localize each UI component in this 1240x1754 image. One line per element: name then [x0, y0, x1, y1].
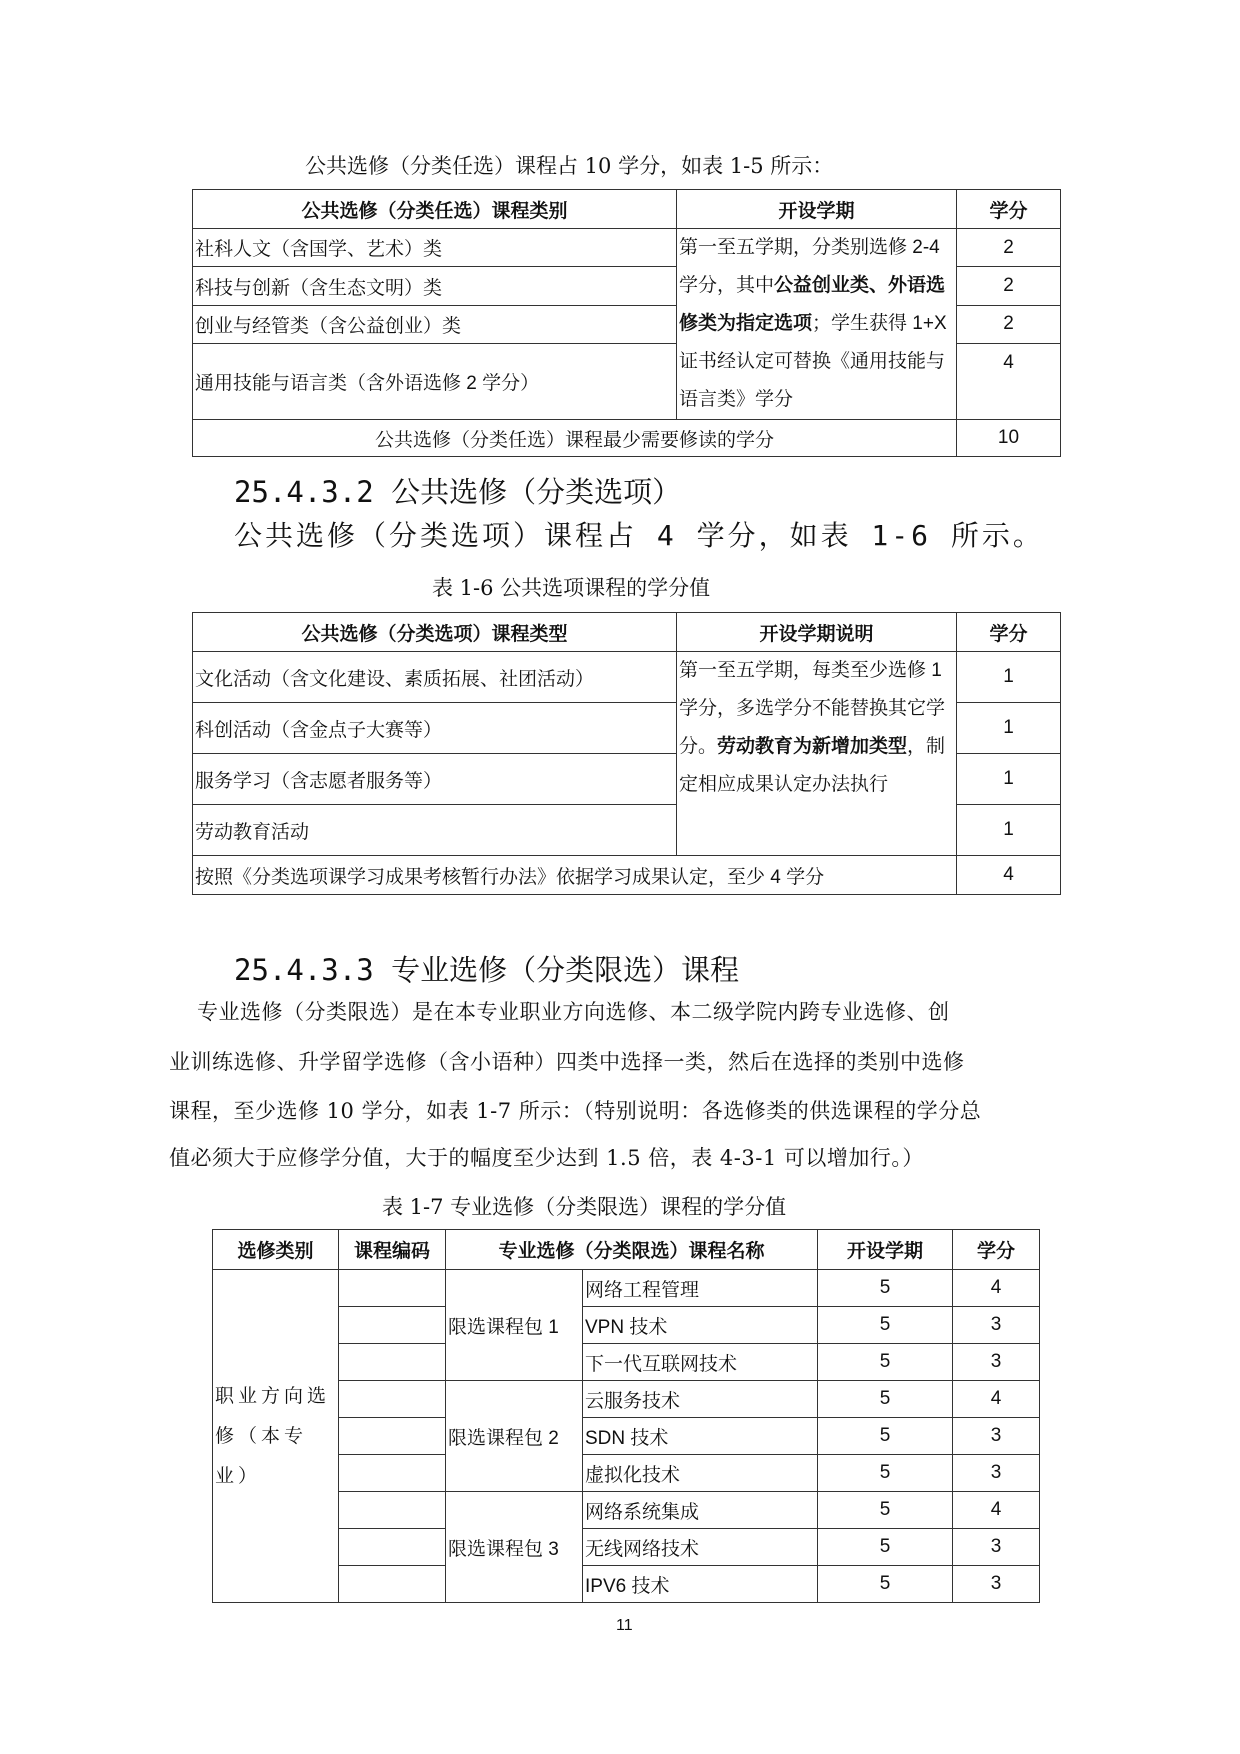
table-header: 开设学期	[677, 190, 957, 229]
credits-cell: 1	[957, 754, 1061, 805]
type-cell: 劳动教育活动	[193, 805, 677, 856]
code-cell	[339, 1455, 446, 1492]
credits-cell: 3	[953, 1455, 1040, 1492]
course-name: 虚拟化技术	[583, 1455, 818, 1492]
course-name: 网络系统集成	[583, 1492, 818, 1529]
type-cell: 服务学习（含志愿者服务等）	[193, 754, 677, 805]
semester-cell: 5	[818, 1492, 953, 1529]
semester-cell: 5	[818, 1344, 953, 1381]
total-credits: 10	[957, 420, 1061, 457]
credits-cell: 3	[953, 1566, 1040, 1603]
semester-cell: 5	[818, 1307, 953, 1344]
type-cell: 文化活动（含文化建设、素质拓展、社团活动）	[193, 652, 677, 703]
category-cell: 社科人文（含国学、艺术）类	[193, 229, 677, 267]
category-cell: 创业与经管类（含公益创业）类	[193, 305, 677, 343]
package-cell: 限选课程包 3	[446, 1492, 583, 1603]
credits-cell: 2	[957, 267, 1061, 305]
course-name: SDN 技术	[583, 1418, 818, 1455]
paragraph-line: 值必须大于应修学分值，大于的幅度至少达到 1.5 倍，表 4-3-1 可以增加行。）	[169, 1146, 924, 1170]
table-1-5	[192, 189, 1061, 457]
caption-table-1-6: 表 1-6 公共选项课程的学分值	[432, 576, 711, 600]
credits-cell: 3	[953, 1418, 1040, 1455]
table-header: 学分	[957, 190, 1061, 229]
code-cell	[339, 1418, 446, 1455]
table-header: 公共选修（分类任选）课程类别	[193, 190, 677, 229]
note-bold: 劳动教育为新增加类型	[717, 736, 908, 757]
credits-cell: 3	[953, 1307, 1040, 1344]
intro-table-1-6: 公共选修（分类选项）课程占 4 学分，如表 1-6 所示。	[234, 519, 1044, 552]
course-name: 无线网络技术	[583, 1529, 818, 1566]
course-name: 网络工程管理	[583, 1270, 818, 1307]
credits-cell: 4	[957, 344, 1061, 420]
note-text: ；学生获得 1+X 证书经认定可替换《通用技能与语言类》学分	[679, 313, 947, 410]
type-cell: 科创活动（含金点子大赛等）	[193, 703, 677, 754]
course-name: 云服务技术	[583, 1381, 818, 1418]
credits-cell: 1	[957, 703, 1061, 754]
caption-table-1-7: 表 1-7 专业选修（分类限选）课程的学分值	[382, 1195, 787, 1219]
semester-cell: 5	[818, 1529, 953, 1566]
code-cell	[339, 1344, 446, 1381]
code-cell	[339, 1492, 446, 1529]
semester-note	[677, 229, 957, 420]
total-label: 按照《分类选项课学习成果考核暂行办法》依据学习成果认定，至少 4 学分	[193, 856, 957, 895]
table-header: 选修类别	[213, 1230, 339, 1270]
credits-cell: 3	[953, 1529, 1040, 1566]
paragraph-line: 课程，至少选修 10 学分，如表 1-7 所示：（特别说明：各选修类的供选课程的学分总	[169, 1099, 982, 1123]
semester-cell: 5	[818, 1270, 953, 1307]
total-label: 公共选修（分类任选）课程最少需要修读的学分	[193, 420, 957, 457]
table-row	[213, 1270, 1040, 1307]
course-name: IPV6 技术	[583, 1566, 818, 1603]
table-row-total	[193, 420, 1061, 457]
category-cell: 通用技能与语言类（含外语选修 2 学分）	[193, 344, 677, 420]
credits-cell: 2	[957, 305, 1061, 343]
category-cell: 科技与创新（含生态文明）类	[193, 267, 677, 305]
course-name: 下一代互联网技术	[583, 1344, 818, 1381]
table-header: 课程编码	[339, 1230, 446, 1270]
table-header: 开设学期	[818, 1230, 953, 1270]
note-text: ，制定相应成果认定办法执行	[679, 736, 946, 795]
code-cell	[339, 1529, 446, 1566]
code-cell	[339, 1270, 446, 1307]
intro-table-1-5: 公共选修（分类任选）课程占 10 学分，如表 1-5 所示：	[305, 154, 834, 178]
credits-cell: 1	[957, 652, 1061, 703]
table-1-7	[212, 1229, 1040, 1603]
semester-cell: 5	[818, 1381, 953, 1418]
table-header: 开设学期说明	[677, 613, 957, 652]
credits-cell: 1	[957, 805, 1061, 856]
table-row-total	[193, 856, 1061, 895]
credits-cell: 4	[953, 1270, 1040, 1307]
note-text: 第一至五学期，分类别选修 2-4 学分，其中	[679, 237, 940, 296]
credits-cell: 4	[953, 1381, 1040, 1418]
semester-note	[677, 652, 957, 856]
table-header: 学分	[957, 613, 1061, 652]
category-cell: 职业方向选修（本专业）	[213, 1270, 339, 1603]
package-cell: 限选课程包 2	[446, 1381, 583, 1492]
section-heading: 25.4.3.2 公共选修（分类选项）	[234, 475, 682, 509]
credits-cell: 4	[953, 1492, 1040, 1529]
section-heading: 25.4.3.3 专业选修（分类限选）课程	[234, 953, 740, 987]
code-cell	[339, 1566, 446, 1603]
credits-cell: 2	[957, 229, 1061, 267]
table-row	[193, 652, 1061, 703]
table-header: 学分	[953, 1230, 1040, 1270]
semester-cell: 5	[818, 1566, 953, 1603]
paragraph-line: 专业选修（分类限选）是在本专业职业方向选修、本二级学院内跨专业选修、创	[197, 1000, 950, 1024]
code-cell	[339, 1307, 446, 1344]
table-1-6	[192, 612, 1061, 895]
code-cell	[339, 1381, 446, 1418]
note-text: 第一至五学期，每类至少选修 1 学分，多选学分不能替换其它学分。	[679, 660, 946, 757]
table-row	[193, 229, 1061, 267]
semester-cell: 5	[818, 1418, 953, 1455]
table-header: 公共选修（分类选项）课程类型	[193, 613, 677, 652]
package-cell: 限选课程包 1	[446, 1270, 583, 1381]
note-bold: 公益创业类、外语选修类为指定选项	[679, 275, 946, 334]
paragraph-line: 业训练选修、升学留学选修（含小语种）四类中选择一类，然后在选择的类别中选修	[169, 1050, 965, 1074]
total-credits: 4	[957, 856, 1061, 895]
semester-cell: 5	[818, 1455, 953, 1492]
course-name: VPN 技术	[583, 1307, 818, 1344]
table-header: 专业选修（分类限选）课程名称	[446, 1230, 818, 1270]
credits-cell: 3	[953, 1344, 1040, 1381]
page-number: 11	[616, 1617, 633, 1634]
